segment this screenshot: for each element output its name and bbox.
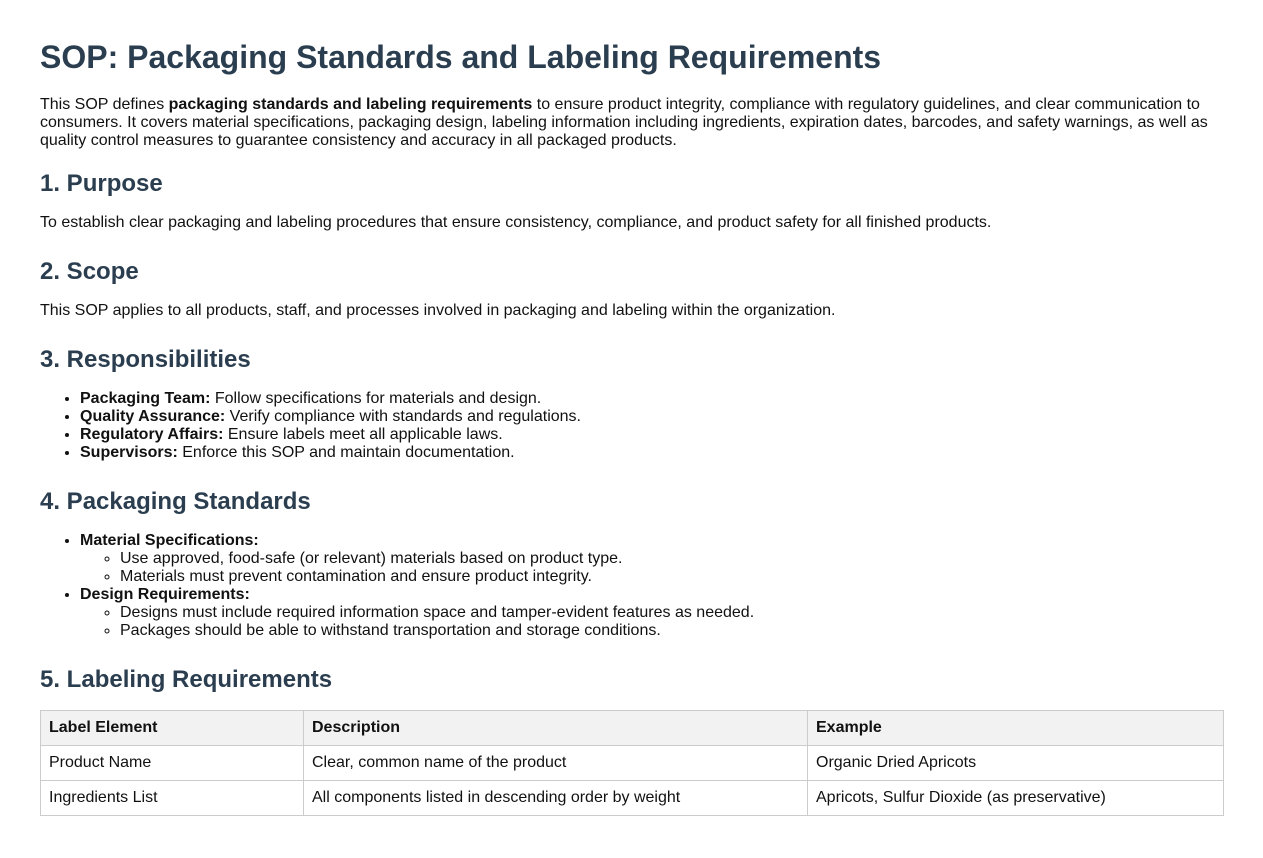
labeling-table (40, 710, 1224, 816)
role-label: Quality Assurance: (80, 408, 226, 425)
list-item (80, 390, 1223, 408)
section-labeling (40, 666, 1223, 816)
list-item (80, 444, 1223, 462)
table-cell: Product Name (41, 746, 304, 781)
section-packaging (40, 488, 1223, 640)
intro-paragraph (40, 96, 1223, 150)
table-cell: Ingredients List (41, 781, 304, 816)
role-label: Packaging Team: (80, 390, 211, 407)
role-label: Regulatory Affairs: (80, 426, 224, 443)
column-header: Label Element (41, 711, 304, 746)
list-item (80, 586, 1223, 640)
packaging-heading: 4. Packaging Standards (40, 488, 311, 515)
table-cell: Apricots, Sulfur Dioxide (as preservative) (808, 781, 1224, 816)
table-header-row (41, 711, 1224, 746)
scope-heading: 2. Scope (40, 258, 139, 285)
list-item (80, 532, 1223, 586)
table-cell: Clear, common name of the product (304, 746, 808, 781)
labeling-heading: 5. Labeling Requirements (40, 666, 333, 693)
list-item: ◦ Use approved, food-safe (or relevant) materials based on product type. (120, 550, 1223, 568)
list-item: ◦ Packages should be able to withstand transportation and storage conditions. (120, 622, 1223, 640)
purpose-text: To establish clear packaging and labeling procedures that ensure consistency, compliance, and product safety for all finished products. (40, 214, 992, 231)
role-text: Enforce this SOP and maintain documentation. (177, 444, 515, 461)
intro-prefix: This SOP defines (40, 96, 169, 113)
intro-suffix: to ensure product integrity, compliance with regulatory guidelines, and clear communication to consumers. It covers material specifications, packaging design, labeling information including ingredients, expiration dates, barcodes, and safety warnings, as well as quality control measures to guarantee consistency and accuracy in all packaged products. (40, 96, 1208, 149)
table-cell: All components listed in descending order by weight (304, 781, 808, 816)
responsibilities-list (40, 390, 1223, 462)
group-label: Material Specifications: (80, 532, 259, 549)
role-text: Ensure labels meet all applicable laws. (223, 426, 503, 443)
role-text: Follow specifications for materials and design. (210, 390, 542, 407)
column-header: Example (808, 711, 1224, 746)
intro-bold: packaging standards and labeling requirements (168, 96, 533, 113)
column-header: Description (304, 711, 808, 746)
table-row (41, 746, 1224, 781)
purpose-heading: 1. Purpose (40, 170, 163, 197)
role-label: Supervisors: (80, 444, 178, 461)
page-title: SOP: Packaging Standards and Labeling Requirements (40, 39, 882, 75)
packaging-list (40, 532, 1223, 640)
sub-list (80, 604, 1223, 640)
list-item (80, 408, 1223, 426)
list-item: ◦ Designs must include required information space and tamper-evident features as needed. (120, 604, 1223, 622)
role-text: Verify compliance with standards and regulations. (225, 408, 581, 425)
section-responsibilities (40, 346, 1223, 462)
responsibilities-heading: 3. Responsibilities (40, 346, 251, 373)
list-item: ◦ Materials must prevent contamination and ensure product integrity. (120, 568, 1223, 586)
table-cell: Organic Dried Apricots (808, 746, 1224, 781)
table-row (41, 781, 1224, 816)
sub-list (80, 550, 1223, 586)
list-item (80, 426, 1223, 444)
section-purpose (40, 170, 1223, 232)
section-scope (40, 258, 1223, 320)
scope-text: This SOP applies to all products, staff, and processes involved in packaging and labeling within the organization. (40, 302, 836, 319)
group-label: Design Requirements: (80, 586, 250, 603)
